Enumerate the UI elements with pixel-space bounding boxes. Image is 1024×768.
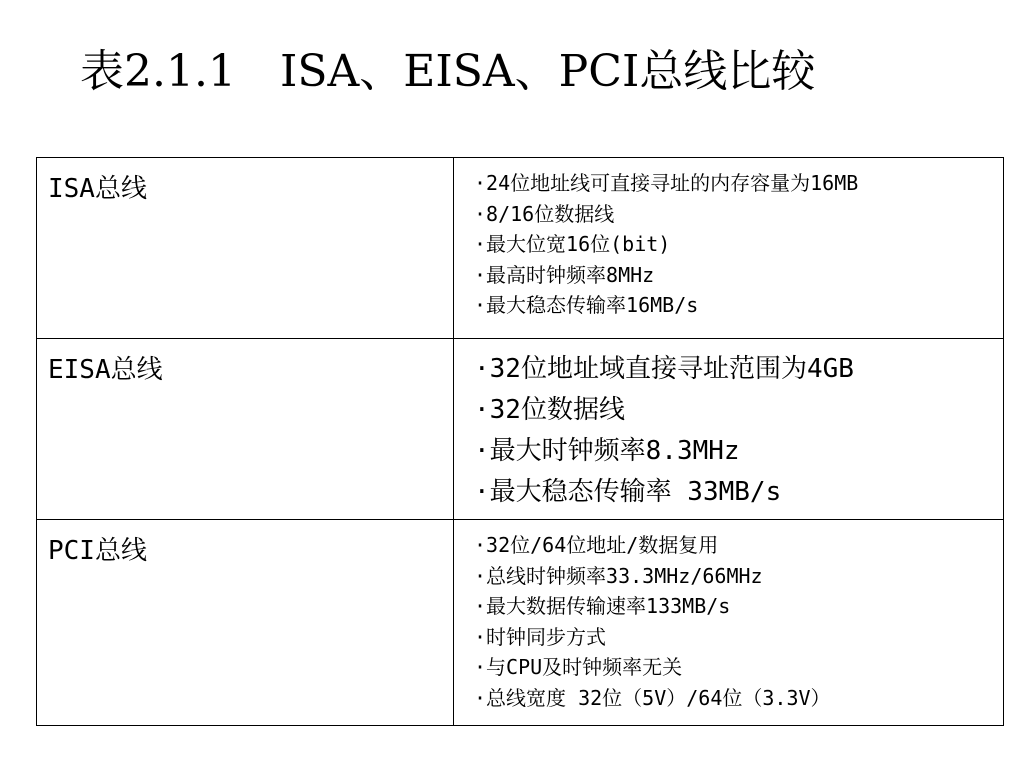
feature-item: ·32位数据线: [474, 395, 625, 425]
feature-item: ·24位地址线可直接寻址的内存容量为16MB: [474, 171, 859, 195]
feature-list-pci: [474, 530, 993, 713]
feature-item: ·8/16位数据线: [474, 201, 615, 226]
slide-title: 表2.1.1 ISA、EISA、PCI总线比较: [80, 46, 816, 97]
feature-item: ·与CPU及时钟频率无关: [474, 655, 683, 679]
feature-item: ·32位地址域直接寻址范围为4GB: [474, 354, 854, 384]
feature-item: ·最大稳态传输率16MB/s: [474, 293, 699, 317]
features-cell-isa: [454, 158, 1004, 339]
feature-item: ·最大时钟频率8.3MHz: [474, 436, 740, 466]
feature-item: ·最高时钟频率8MHz: [474, 262, 655, 287]
bus-name-eisa: EISA总线: [37, 339, 454, 520]
feature-item: ·总线宽度 32位（5V）/64位（3.3V）: [474, 685, 831, 710]
feature-item: ·最大位宽16位(bit): [474, 232, 671, 256]
comparison-table: [36, 157, 1004, 726]
feature-item: ·最大稳态传输率 33MB/s: [474, 477, 782, 507]
feature-item: ·总线时钟频率33.3MHz/66MHz: [474, 563, 763, 588]
feature-list-eisa: [474, 349, 993, 513]
table-row-eisa: [37, 339, 1004, 520]
bus-name-pci: PCI总线: [37, 520, 454, 726]
feature-item: ·时钟同步方式: [474, 624, 607, 649]
feature-item: ·最大数据传输速率133MB/s: [474, 594, 731, 618]
table-row-isa: [37, 158, 1004, 339]
feature-list-isa: [474, 168, 993, 321]
features-cell-pci: [454, 520, 1004, 726]
features-cell-eisa: [454, 339, 1004, 520]
table-row-pci: [37, 520, 1004, 726]
bus-name-isa: ISA总线: [37, 158, 454, 339]
feature-item: ·32位/64位地址/数据复用: [474, 533, 719, 557]
